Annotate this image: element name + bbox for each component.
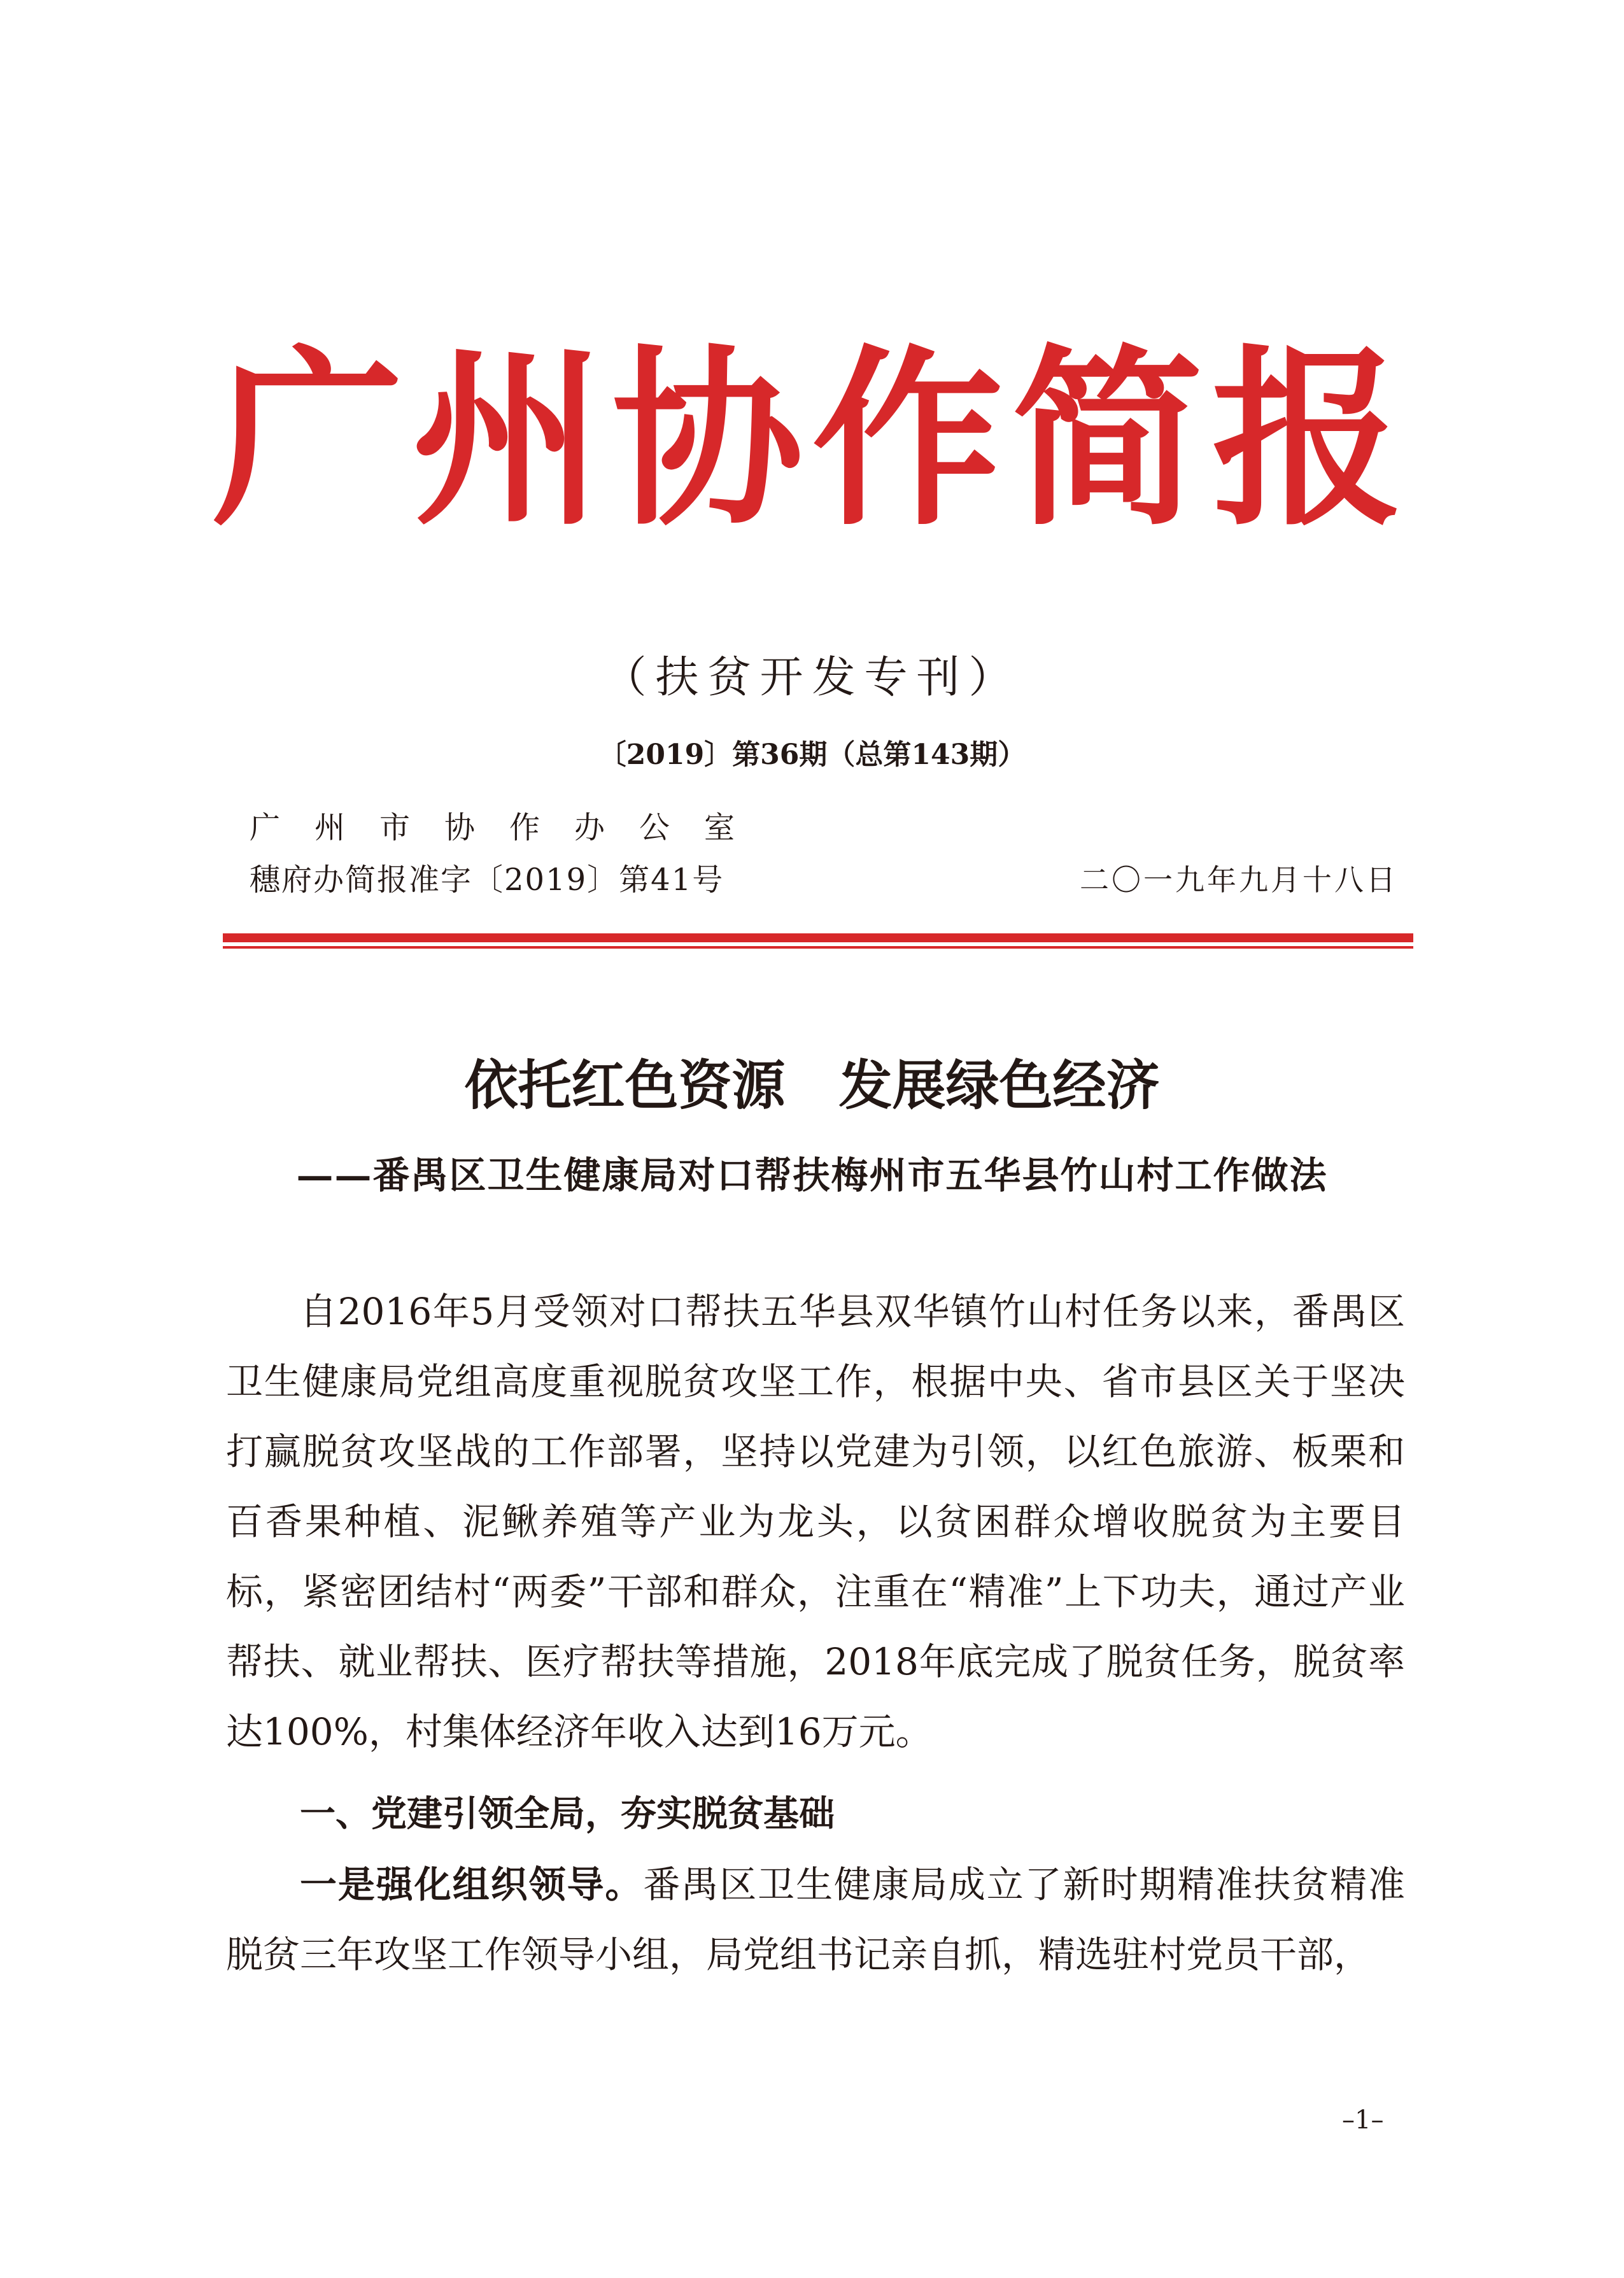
- intro-paragraph: 自2016年5月受领对口帮扶五华县双华镇竹山村任务以来，番禺区卫生健康局党组高度重视脱贫攻坚工作，根据中央、省市县区关于坚决打赢脱贫攻坚战的工作部署，坚持以党建为引领，以红色旅游、板栗和百香果种植、泥鳅养殖等产业为龙头，以贫困群众增收脱贫为主要目标，紧密团结村“两委”干部和群众，注重在“精准”上下功夫，通过产业帮扶、就业帮扶、医疗帮扶等措施，2018年底完成了脱贫任务，脱贫率达100%，村集体经济年收入达到16万元。: [226, 1290, 1405, 1753]
- publication-date: 二〇一九年九月十八日: [1080, 863, 1398, 897]
- issue-number: 〔2019〕第36期（总第143期）: [598, 739, 1026, 771]
- header-rule-thin: [223, 946, 1413, 949]
- permit-number: 穗府办简报准字〔2019〕第41号: [250, 862, 724, 898]
- special-issue-label: （扶贫开发专刊）: [603, 653, 1021, 703]
- header-rule-thick: [223, 933, 1413, 942]
- masthead-title: 广州协作简报: [212, 327, 1412, 551]
- issuer-name: 广州市协作办公室: [250, 810, 770, 845]
- paragraph-2-text: 番禺区卫生健康局成立了新时期精准扶贫精准脱贫三年攻坚工作领导小组，局党组书记亲自抓，精选驻村党员干部，: [226, 1863, 1405, 1976]
- page-number: –1–: [1342, 2105, 1384, 2135]
- section-heading-1: 一、党建引领全局，夯实脱贫基础: [300, 1793, 835, 1835]
- article-subtitle: ——番禺区卫生健康局对口帮扶梅州市五华县竹山村工作做法: [296, 1154, 1328, 1197]
- paragraph-2: [226, 1850, 1405, 1990]
- paragraph-2-lead: 一是强化组织领导。: [300, 1863, 644, 1906]
- article-title: 依托红色资源 发展绿色经济: [464, 1054, 1160, 1117]
